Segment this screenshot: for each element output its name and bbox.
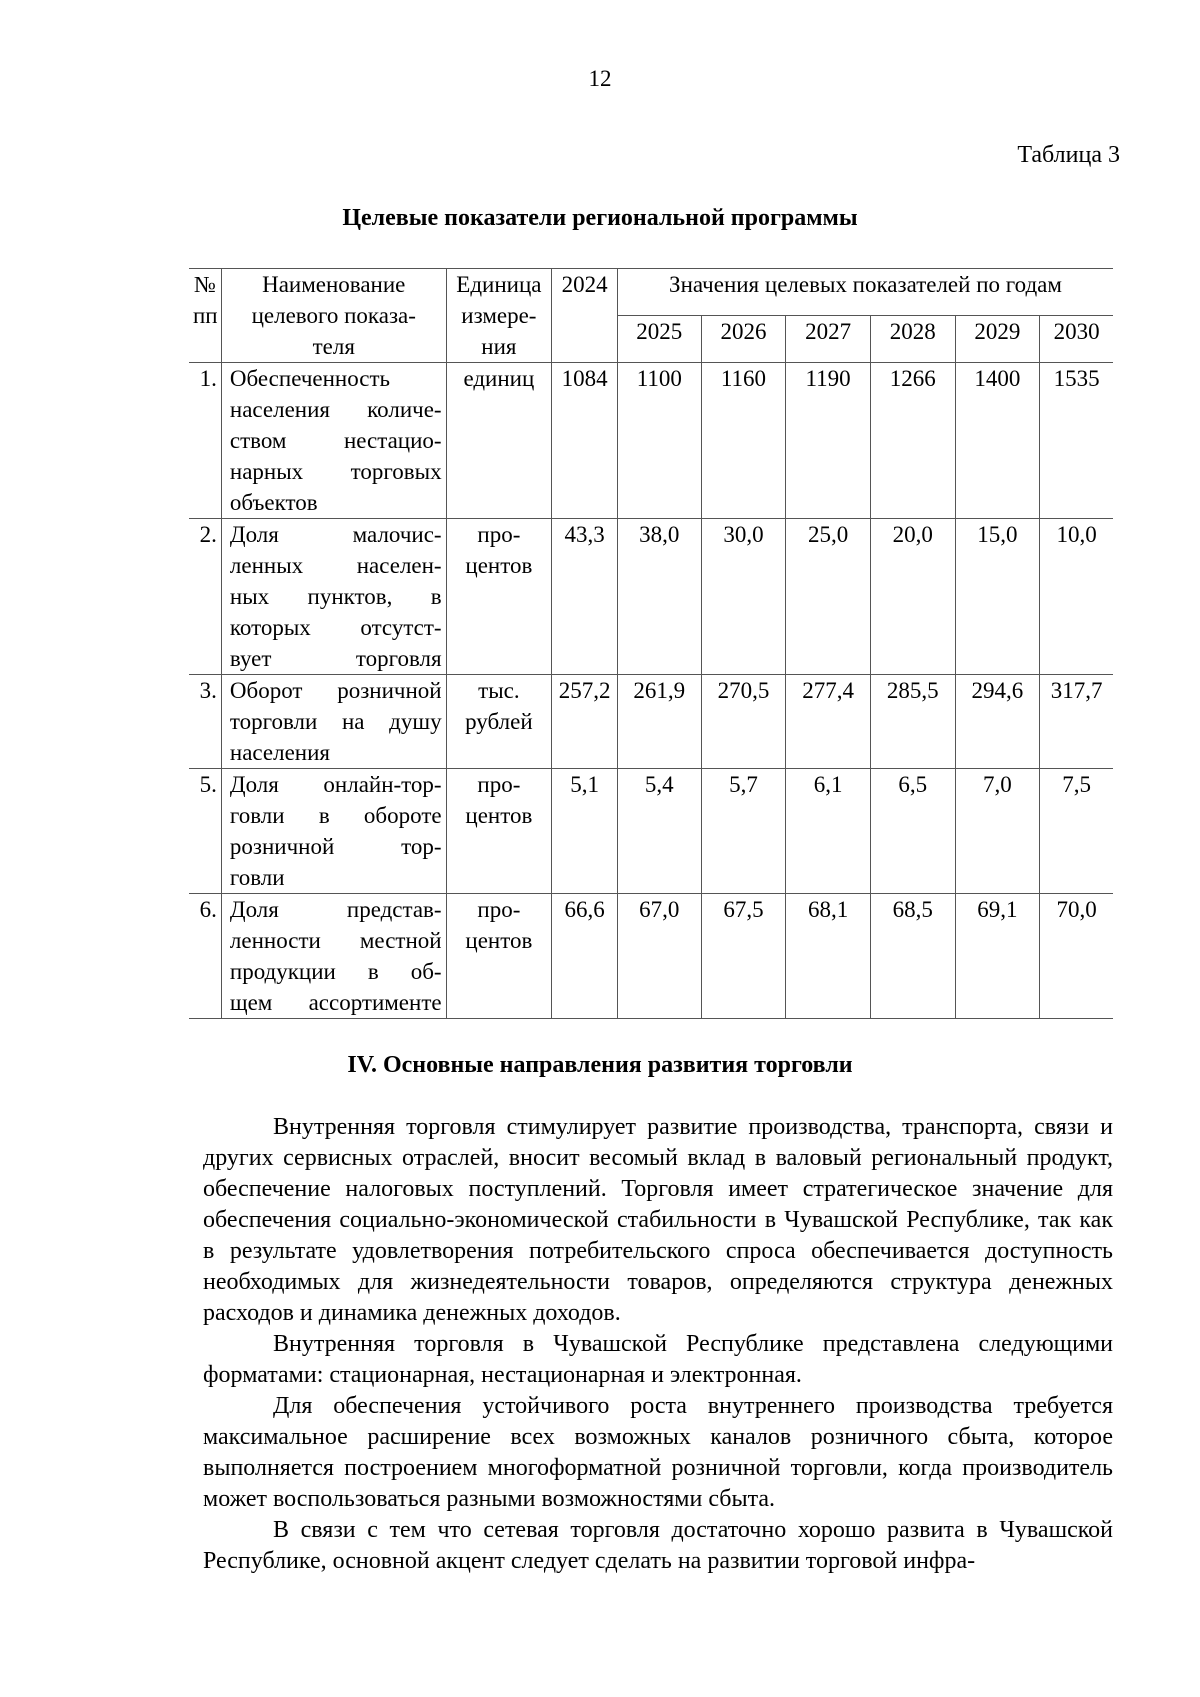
row-num: 3. <box>189 675 221 769</box>
row-value: 294,6 <box>955 675 1040 769</box>
header-name-line: Наименование <box>262 272 406 297</box>
page-number: 12 <box>588 66 612 91</box>
header-unit-line: измере- <box>461 303 537 328</box>
row-value: 1266 <box>870 363 955 519</box>
row-unit-line: центов <box>465 553 533 578</box>
row-num: 2. <box>189 519 221 675</box>
row-value: 285,5 <box>870 675 955 769</box>
row-unit <box>446 894 552 1019</box>
row-value: 1084 <box>552 363 618 519</box>
row-name-line: Доля малочис- <box>229 522 442 547</box>
row-name-line: которых отсутст- <box>229 615 442 640</box>
row-value: 70,0 <box>1040 894 1113 1019</box>
row-num: 5. <box>189 769 221 894</box>
row-value: 38,0 <box>618 519 702 675</box>
header-name-line: теля <box>312 334 355 359</box>
table-row <box>189 519 1113 675</box>
table-row <box>189 769 1113 894</box>
row-name-line: ленности местной <box>229 928 442 953</box>
row-unit-line: про- <box>477 897 521 922</box>
header-name-line: целевого показа- <box>251 303 416 328</box>
row-unit <box>446 769 552 894</box>
table-header-row <box>189 269 1113 316</box>
body-text <box>203 1112 1113 1577</box>
row-value: 1160 <box>701 363 786 519</box>
row-value: 20,0 <box>870 519 955 675</box>
row-value: 5,1 <box>552 769 618 894</box>
row-value: 25,0 <box>786 519 871 675</box>
row-value: 10,0 <box>1040 519 1113 675</box>
section-heading: IV. Основные направления развития торговли <box>347 1052 853 1078</box>
paragraph: Внутренняя торговля в Чувашской Республике представлена следующими форматами: стационарная, нестационарная и электронная. <box>203 1331 1113 1388</box>
row-name <box>221 675 446 769</box>
row-value: 270,5 <box>701 675 786 769</box>
row-unit <box>446 519 552 675</box>
row-num: 1. <box>189 363 221 519</box>
row-unit-line: центов <box>465 803 533 828</box>
header-values-group: Значения целевых показателей по годам <box>618 269 1114 316</box>
header-num-line: пп <box>193 303 218 328</box>
header-year: 2029 <box>955 316 1040 363</box>
header-name <box>221 269 446 363</box>
header-year: 2025 <box>618 316 702 363</box>
row-value: 1535 <box>1040 363 1113 519</box>
row-name-line: торговли на душу <box>229 709 442 734</box>
paragraph: Внутренняя торговля стимулирует развитие производства, транспорта, связи и других сервисных отраслей, вносит весомый вклад в валовый региональный продукт, обеспечение налоговых поступлений. Торговля имеет стратегическое значение для обеспечения социально-экономической стабильности в Чувашской Республике, так как в результате удовлетворения потребительского спроса обеспечивается доступность необходимых для жизнедеятельности товаров, определяются структура денежных расходов и динамика денежных доходов. <box>203 1114 1113 1326</box>
row-unit-line: рублей <box>465 709 533 734</box>
header-base-year: 2024 <box>552 269 618 363</box>
header-num <box>189 269 221 363</box>
row-value: 6,5 <box>870 769 955 894</box>
row-value: 66,6 <box>552 894 618 1019</box>
row-name-line: ством нестацио- <box>229 428 442 453</box>
row-value: 15,0 <box>955 519 1040 675</box>
row-unit <box>446 675 552 769</box>
row-name-line: Доля онлайн-тор- <box>229 772 442 797</box>
row-value: 69,1 <box>955 894 1040 1019</box>
row-value: 5,4 <box>618 769 702 894</box>
header-year: 2028 <box>870 316 955 363</box>
table-title: Целевые показатели региональной программы <box>342 205 858 231</box>
row-name <box>221 769 446 894</box>
row-name-line: говли в обороте <box>229 803 442 828</box>
row-value: 257,2 <box>552 675 618 769</box>
row-name-line: нарных торговых <box>229 459 442 484</box>
row-unit-line: единиц <box>463 366 535 391</box>
header-unit-line: ния <box>481 334 517 359</box>
row-value: 1190 <box>786 363 871 519</box>
row-value: 317,7 <box>1040 675 1113 769</box>
row-value: 67,5 <box>701 894 786 1019</box>
paragraph: В связи с тем что сетевая торговля достаточно хорошо развита в Чувашской Республике, основной акцент следует сделать на развитии торговой инфра- <box>203 1517 1113 1574</box>
row-name-line: объектов <box>229 490 318 515</box>
table-row <box>189 363 1113 519</box>
row-name-line: населения <box>229 740 330 765</box>
row-value: 7,0 <box>955 769 1040 894</box>
table-row <box>189 894 1113 1019</box>
row-name-line: щем ассортименте <box>229 990 442 1015</box>
row-value: 43,3 <box>552 519 618 675</box>
row-name-line: розничной тор- <box>229 834 442 859</box>
row-value: 68,5 <box>870 894 955 1019</box>
header-unit-line: Единица <box>456 272 542 297</box>
row-value: 277,4 <box>786 675 871 769</box>
row-name-line: Оборот розничной <box>229 678 442 703</box>
row-unit <box>446 363 552 519</box>
row-value: 7,5 <box>1040 769 1113 894</box>
row-name-line: вует торговля <box>229 646 442 671</box>
header-year: 2030 <box>1040 316 1113 363</box>
targets-table <box>189 268 1113 1019</box>
row-name <box>221 894 446 1019</box>
header-unit <box>446 269 552 363</box>
row-unit-line: про- <box>477 522 521 547</box>
header-year: 2027 <box>786 316 871 363</box>
row-name-line: ных пунктов, в <box>229 584 442 609</box>
header-year: 2026 <box>701 316 786 363</box>
row-value: 261,9 <box>618 675 702 769</box>
row-name-line: Доля представ- <box>229 897 442 922</box>
row-value: 30,0 <box>701 519 786 675</box>
row-value: 1100 <box>618 363 702 519</box>
row-name-line: населения количе- <box>229 397 442 422</box>
row-value: 6,1 <box>786 769 871 894</box>
row-name <box>221 519 446 675</box>
row-unit-line: центов <box>465 928 533 953</box>
paragraph: Для обеспечения устойчивого роста внутреннего производства требуется максимальное расширение всех возможных каналов розничного сбыта, которое выполняется построением многоформатной розничной торговли, когда производитель может воспользоваться разными возможностями сбыта. <box>203 1393 1113 1512</box>
row-value: 67,0 <box>618 894 702 1019</box>
header-num-line: № <box>193 272 216 297</box>
row-name <box>221 363 446 519</box>
row-value: 1400 <box>955 363 1040 519</box>
row-name-line: продукции в об- <box>229 959 442 984</box>
row-num: 6. <box>189 894 221 1019</box>
row-name-line: Обеспеченность <box>229 366 391 391</box>
row-name-line: ленных населен- <box>229 553 442 578</box>
table-label: Таблица 3 <box>1017 142 1120 168</box>
row-unit-line: про- <box>477 772 521 797</box>
row-name-line: говли <box>229 865 285 890</box>
row-value: 5,7 <box>701 769 786 894</box>
row-unit-line: тыс. <box>478 678 520 703</box>
table-row <box>189 675 1113 769</box>
row-value: 68,1 <box>786 894 871 1019</box>
